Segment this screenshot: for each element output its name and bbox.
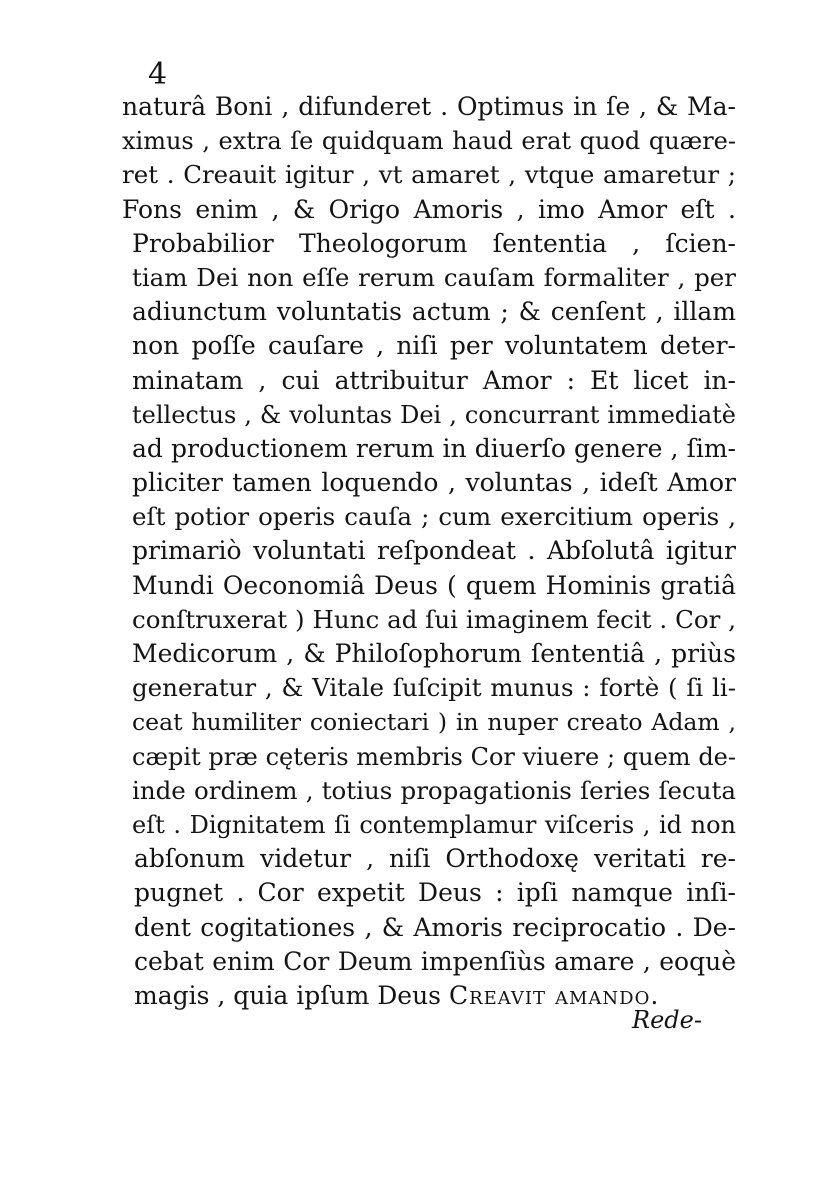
text-line-14: primariò voluntati reſpondeat . Abſolutâ igitur — [132, 536, 736, 566]
text-line-11: ad productionem rerum in diuerſo genere , ſim- — [132, 433, 736, 463]
catchword: Rede- — [632, 1006, 702, 1034]
text-line-4: Fons enim , & Origo Amoris , imo Amor eſt . — [122, 194, 736, 224]
text-line-2: ximus , extra ſe quidquam haud erat quod quære- — [122, 127, 736, 156]
text-line-5: Probabilior Theologorum ſententia , ſcien- — [132, 228, 736, 258]
text-line-16: conſtruxerat ) Hunc ad ſui imaginem fecit . Cor , — [132, 604, 736, 634]
text-line-25: dent cogitationes , & Amoris reciprocatio . De- — [134, 912, 736, 942]
page-number: 4 — [148, 57, 168, 92]
text-line-9: minatam , cui attribuitur Amor : Et licet in- — [132, 365, 736, 395]
text-line-22: eſt . Dignitatem ſi contemplamur viſceris , id non — [132, 810, 736, 839]
text-line-26: cebat enim Cor Deum impenſiùs amare , eoquè — [134, 946, 736, 976]
last-line-smallcaps: Creavit amando. — [448, 980, 660, 1010]
text-line-15: Mundi Oeconomiâ Deus ( quem Hominis gratiâ — [132, 570, 736, 600]
text-line-12: pliciter tamen loquendo , voluntas , ideſt Amor — [132, 468, 736, 498]
last-line-prefix: magis , quia ipſum Deus — [134, 980, 449, 1010]
text-line-6: tiam Dei non eſſe rerum cauſam formaliter , per — [132, 262, 736, 292]
text-line-8: non poſſe cauſare , niſi per voluntatem deter- — [132, 331, 736, 361]
text-line-7: adiunctum voluntatis actum ; & cenſent , illam — [132, 297, 736, 327]
text-line-17: Medicorum , & Philoſophorum ſententiâ , priùs — [132, 639, 736, 668]
text-line-1: naturâ Boni , difunderet . Optimus in ſe , & Ma- — [122, 92, 736, 121]
text-line-18: generatur , & Vitale ſuſcipit munus : fortè ( ſi li- — [132, 673, 736, 703]
text-line-20: cæpit præ cęteris membris Cor viuere ; quem de- — [132, 742, 736, 771]
text-line-3: ret . Creauit igitur , vt amaret , vtque amaretur ; — [122, 160, 736, 190]
text-line-13: eſt potior operis cauſa ; cum exercitium operis , — [132, 502, 736, 532]
body-text — [122, 90, 736, 1013]
text-line-19: ceat humiliter coniectari ) in nuper creato Adam , — [132, 708, 736, 737]
text-line-10: tellectus , & voluntas Dei , concurrant immediatè — [132, 400, 736, 429]
text-line-21: inde ordinem , totius propagationis ſeries ſecuta — [132, 775, 736, 805]
text-line-23: abſonum videtur , niſi Orthodoxę veritati re- — [134, 844, 736, 874]
text-line-24: pugnet . Cor expetit Deus : ipſi namque inſi- — [134, 878, 736, 908]
